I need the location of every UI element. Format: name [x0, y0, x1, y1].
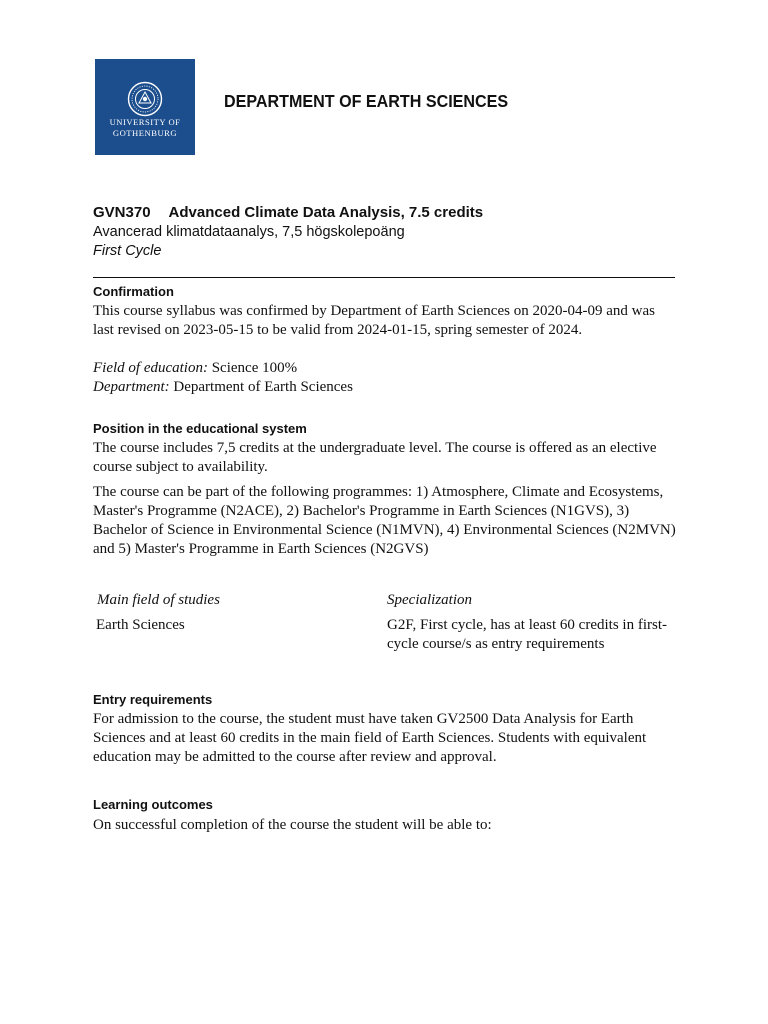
department-heading: DEPARTMENT OF EARTH SCIENCES: [224, 91, 509, 111]
field-value: Science 100%: [207, 360, 298, 376]
position-heading: Position in the educational system: [93, 421, 307, 436]
course-title: [93, 204, 483, 221]
university-logo: [95, 59, 195, 155]
department-value: Department of Earth Sciences: [169, 379, 353, 395]
course-name: Advanced Climate Data Analysis, 7.5 credits: [168, 204, 484, 221]
divider: [93, 277, 675, 278]
learning-heading: Learning outcomes: [93, 797, 213, 812]
position-paragraph-2: The course can be part of the following programmes: 1) Atmosphere, Climate and Ecosystems, Master's Programme (N2ACE), 2) Bachelor's Programme in Earth Sciences (N1GVS), 3) Bachelor of Science in Environmental Science (N1MVN), 4) Environmental Sciences (N2MVN) and 5) Master's Programme in Earth Sciences (N2GVS): [93, 484, 676, 557]
position-paragraph-1: The course includes 7,5 credits at the undergraduate level. The course is offered as an elective course subject to availability.: [93, 440, 657, 475]
department-label: Department:: [93, 379, 170, 395]
field-label: Field of education:: [93, 360, 208, 376]
course-cycle: First Cycle: [93, 243, 162, 259]
table-cell-main-field: Earth Sciences: [96, 617, 185, 633]
table-header-main-field: Main field of studies: [97, 592, 220, 608]
department-line: [93, 378, 678, 397]
learning-text: On successful completion of the course the student will be able to:: [93, 817, 492, 833]
entry-text: For admission to the course, the student must have taken GV2500 Data Analysis for Earth Sciences and at least 60 credits in the main field of Earth Sciences. Students with equivalent education may be admitted to the course after review and approval.: [93, 711, 647, 765]
entry-heading: Entry requirements: [93, 692, 213, 707]
table-cell-specialization: G2F, First cycle, has at least 60 credits in first-cycle course/s as entry requirements: [387, 617, 667, 652]
field-of-education: [93, 359, 678, 378]
course-swedish-name: Avancerad klimatdataanalys, 7,5 högskolepoäng: [93, 224, 405, 240]
confirmation-text: This course syllabus was confirmed by Department of Earth Sciences on 2020-04-09 and was last revised on 2023-05-15 to be valid from 2024-01-15, spring semester of 2024.: [93, 303, 655, 338]
course-code: GVN370: [93, 204, 151, 221]
table-header-specialization: Specialization: [387, 592, 472, 608]
university-seal-icon: [127, 81, 163, 117]
confirmation-heading: Confirmation: [93, 284, 174, 299]
logo-text: UNIVERSITY OF GOTHENBURG: [109, 117, 181, 138]
